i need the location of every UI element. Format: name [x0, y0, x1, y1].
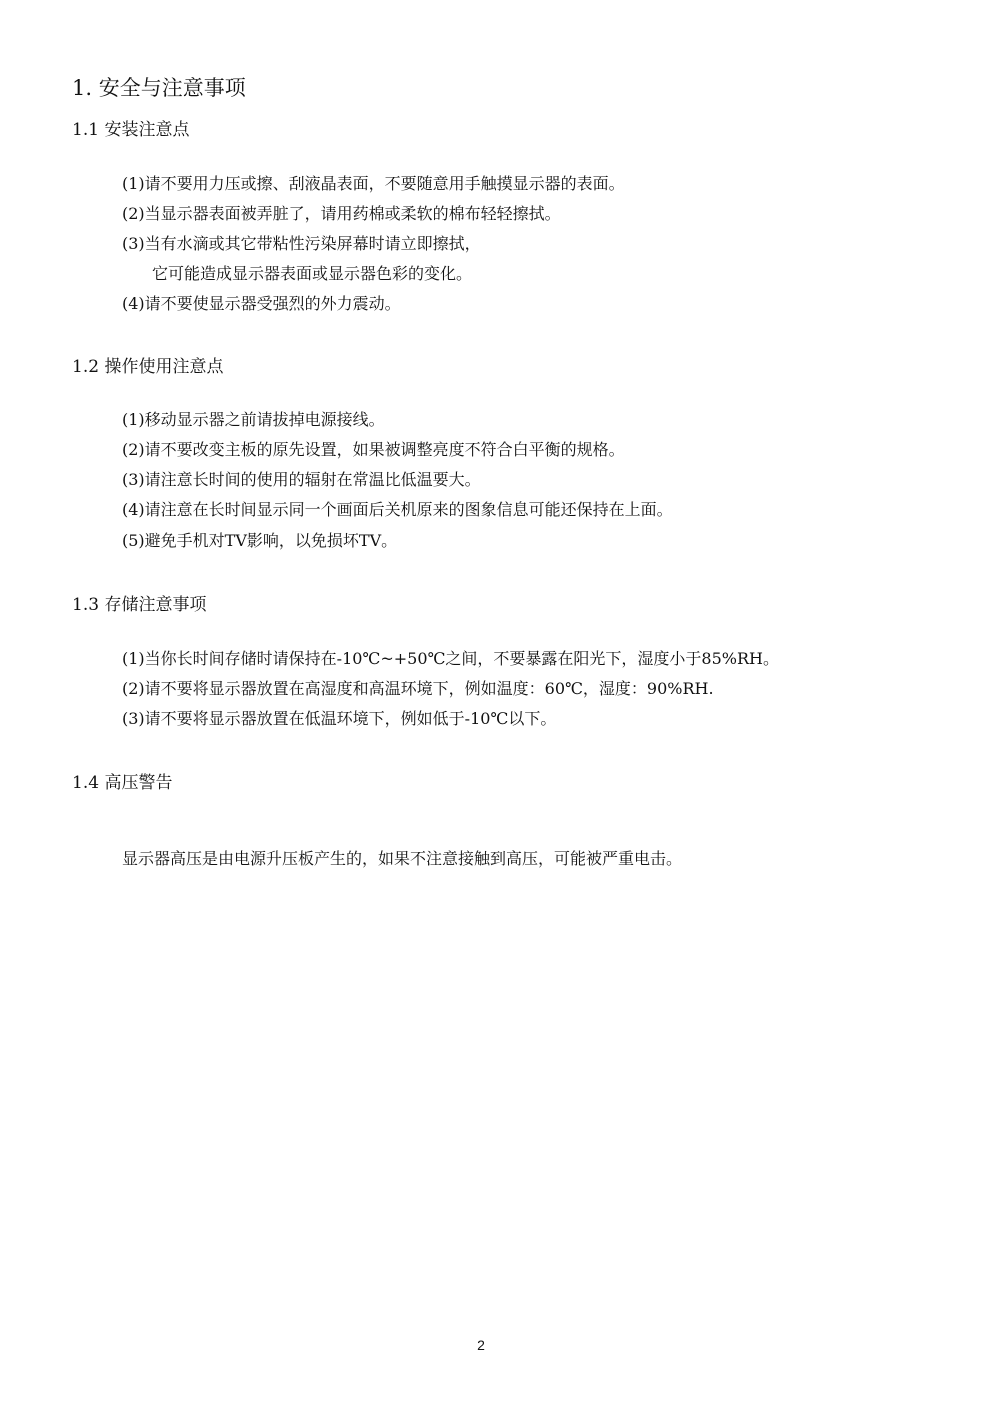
list-item: (4)请注意在长时间显示同一个画面后关机原来的图象信息可能还保持在上面。: [122, 500, 673, 519]
list-item: (3)请注意长时间的使用的辐射在常温比低温要大。: [122, 470, 481, 489]
list-item: (2)请不要改变主板的原先设置，如果被调整亮度不符合白平衡的规格。: [122, 440, 625, 459]
list-item: (1)当你长时间存储时请保持在-10℃~+50℃之间，不要暴露在阳光下，湿度小于85%RH。: [122, 649, 779, 668]
main-heading: 1. 安全与注意事项: [72, 76, 246, 100]
section-title-storage: 1.3 存储注意事项: [72, 595, 207, 615]
list-item: (5)避免手机对TV影响，以免损坏TV。: [122, 531, 398, 550]
list-item: (1)请不要用力压或擦、刮液晶表面，不要随意用手触摸显示器的表面。: [122, 174, 625, 193]
list-item: (3)请不要将显示器放置在低温环境下，例如低于-10℃以下。: [122, 709, 557, 728]
section-title-operation: 1.2 操作使用注意点: [72, 357, 224, 377]
section-title-high-voltage: 1.4 高压警告: [72, 773, 173, 793]
list-item: (3)当有水滴或其它带粘性污染屏幕时请立即擦拭，: [122, 234, 481, 253]
list-item: (4)请不要使显示器受强烈的外力震动。: [122, 294, 401, 313]
list-item-continuation: 它可能造成显示器表面或显示器色彩的变化。: [152, 264, 473, 283]
list-item: (1)移动显示器之前请拔掉电源接线。: [122, 410, 385, 429]
high-voltage-warning-text: 显示器高压是由电源升压板产生的，如果不注意接触到高压，可能被严重电击。: [122, 849, 683, 868]
list-item: (2)当显示器表面被弄脏了，请用药棉或柔软的棉布轻轻擦拭。: [122, 204, 561, 223]
section-title-installation: 1.1 安装注意点: [72, 120, 190, 140]
page-number: 2: [477, 1337, 485, 1353]
list-item: (2)请不要将显示器放置在高湿度和高温环境下，例如温度：60℃，湿度：90%RH.: [122, 679, 714, 698]
